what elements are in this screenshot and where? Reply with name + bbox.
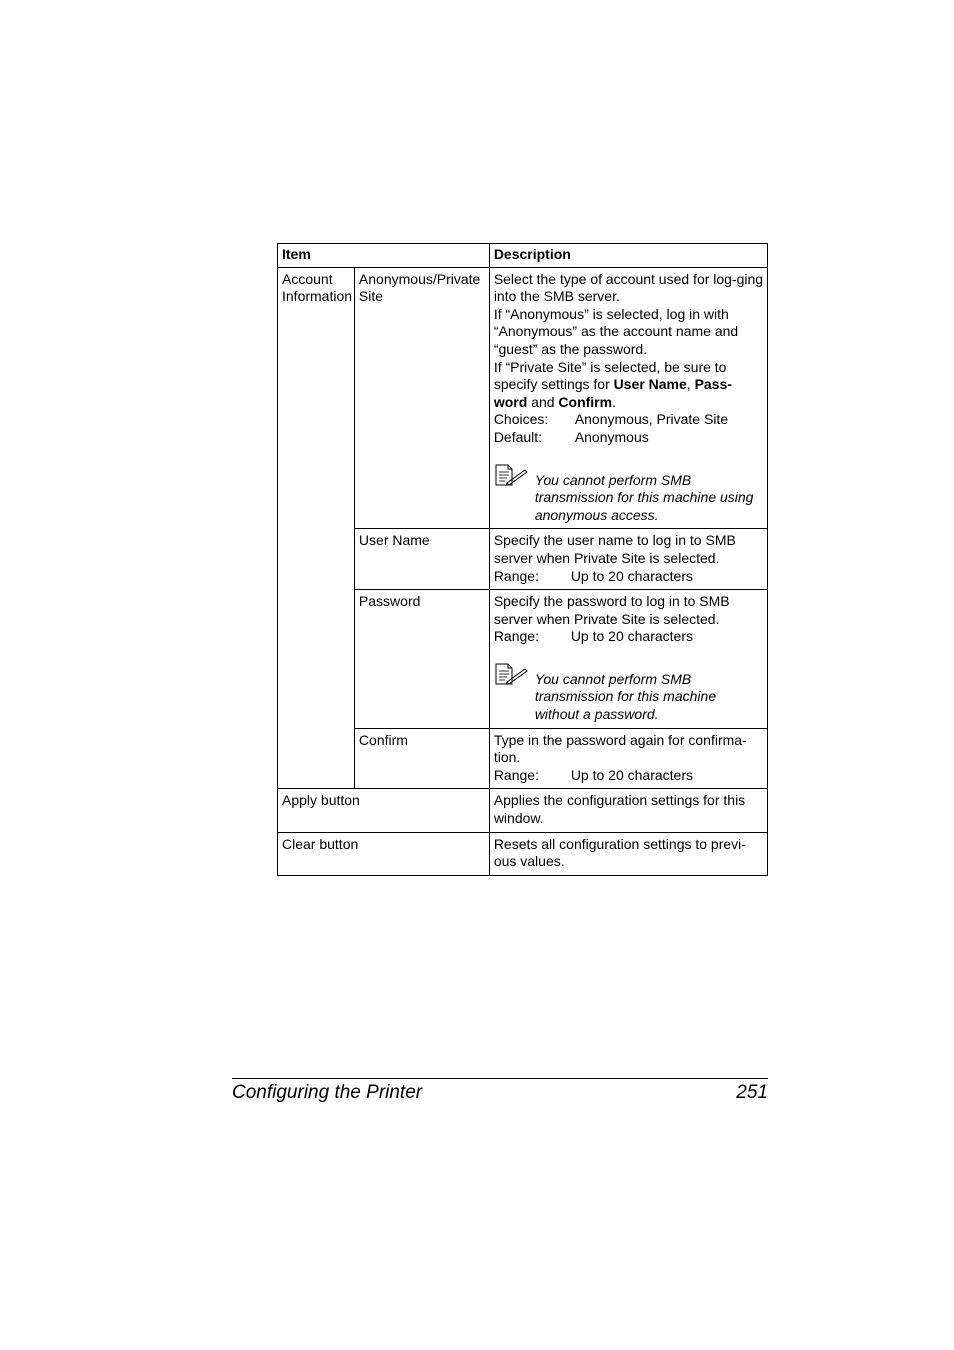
range-line <box>494 767 764 785</box>
anonymous-private-site-description <box>489 267 767 529</box>
choices-value: Anonymous, Private Site <box>574 411 729 428</box>
apply-button-label: Apply button <box>278 789 490 832</box>
user-name-label: User Name <box>354 529 489 590</box>
range-value: Up to 20 characters <box>570 567 693 584</box>
description-text: Specify the password to log in to SMB server when Private Site is selected. <box>493 593 730 627</box>
note <box>494 663 764 724</box>
anonymous-private-site-label: Anonymous/Private Site <box>354 267 489 529</box>
choices-line <box>494 411 764 429</box>
account-information-label: Account Information <box>278 267 355 789</box>
description-text: Type in the password again for confirma-tion. <box>493 731 747 766</box>
note-text: You cannot perform SMB transmission for this machine without a password. <box>534 670 717 723</box>
note-text: You cannot perform SMB transmission for this machine using anonymous access. <box>534 471 754 523</box>
apply-button-description: Applies the configuration settings for this window. <box>489 789 767 832</box>
range-line <box>494 568 764 586</box>
note-pencil-icon <box>494 464 535 488</box>
settings-table <box>277 243 768 876</box>
range-value: Up to 20 characters <box>570 628 693 645</box>
confirm-description <box>489 728 767 789</box>
user-name-description <box>489 529 767 590</box>
table-row <box>278 267 768 529</box>
description-text: If “Private Site” is selected, be sure to specify settings for User Name, Pass-word and Confirm. <box>493 358 732 410</box>
page-number: 251 <box>736 1082 768 1103</box>
default-value: Anonymous <box>574 428 649 445</box>
table-row <box>278 789 768 832</box>
range-line <box>494 628 764 646</box>
note <box>494 464 764 525</box>
choices-label: Choices: <box>493 411 549 428</box>
footer-divider <box>232 1078 768 1079</box>
clear-button-label: Clear button <box>278 832 490 875</box>
description-text: If “Anonymous” is selected, log in with “Anonymous” as the account name and “guest” as the password. <box>493 305 739 357</box>
table-row <box>278 832 768 875</box>
header-description: Description <box>489 244 767 268</box>
confirm-label: Confirm <box>354 728 489 789</box>
clear-button-description: Resets all configuration settings to previ-ous values. <box>489 832 767 875</box>
password-description <box>489 590 767 729</box>
range-label: Range: <box>493 628 539 645</box>
range-label: Range: <box>493 766 539 783</box>
note-pencil-icon <box>494 663 535 687</box>
header-item: Item <box>278 244 490 268</box>
table-header-row <box>278 244 768 268</box>
default-line <box>494 429 764 447</box>
password-label: Password <box>354 590 489 729</box>
default-label: Default: <box>493 428 543 445</box>
range-value: Up to 20 characters <box>570 766 693 783</box>
description-text: Specify the user name to log in to SMB server when Private Site is selected. <box>493 532 736 566</box>
description-text: Select the type of account used for log-ging into the SMB server. <box>493 270 764 305</box>
footer-chapter-title: Configuring the Printer <box>232 1082 423 1103</box>
range-label: Range: <box>493 567 539 584</box>
